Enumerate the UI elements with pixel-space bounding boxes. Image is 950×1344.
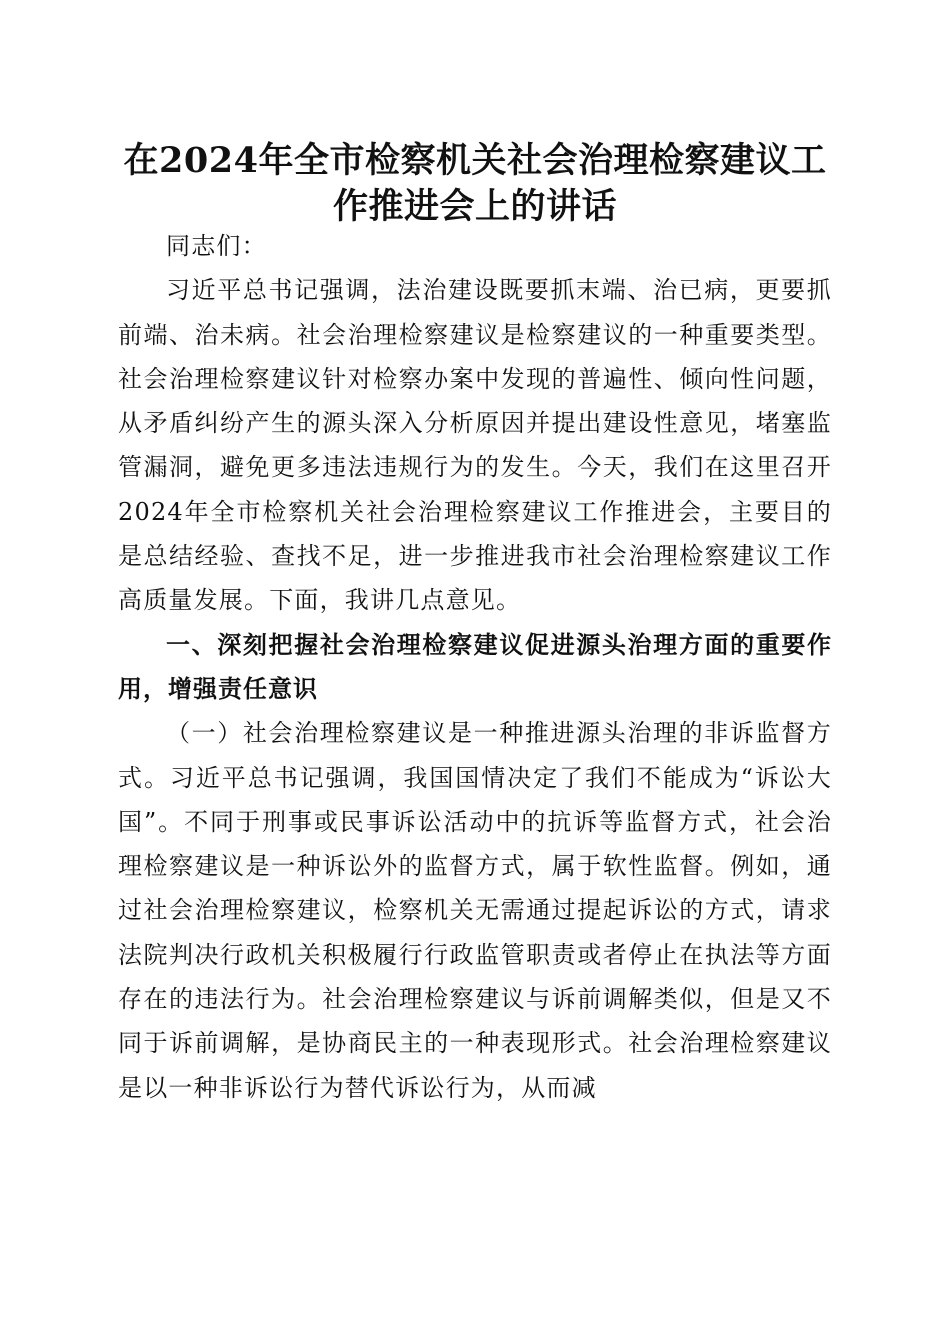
document-title: 在2024年全市检察机关社会治理检察建议工作推进会上的讲话 (123, 140, 827, 227)
document-body (118, 224, 832, 1110)
salutation: 同志们： (166, 232, 267, 260)
subsection-paragraph: （一）社会治理检察建议是一种推进源头治理的非诉监督方式。习近平总书记强调，我国国情决定了我们不能成为“诉讼大国”。不同于刑事或民事诉讼活动中的抗诉等监督方式，社会治理检察建议是一种诉讼外的监督方式，属于软性监督。例如，通过社会治理检察建议，检察机关无需通过提起诉讼的方式，请求法院判决行政机关积极履行行政监管职责或者停止在执法等方面存在的违法行为。社会治理检察建议与诉前调解类似，但是又不同于诉前调解，是协商民主的一种表现形式。社会治理检察建议是以一种非诉讼行为替代诉讼行为，从而减 (118, 719, 832, 1102)
intro-paragraph: 习近平总书记强调，法治建设既要抓末端、治已病，更要抓前端、治未病。社会治理检察建议是检察建议的一种重要类型。社会治理检察建议针对检察办案中发现的普遍性、倾向性问题，从矛盾纠纷产生的源头深入分析原因并提出建设性意见，堵塞监管漏洞，避免更多违法违规行为的发生。今天，我们在这里召开2024年全市检察机关社会治理检察建议工作推进会，主要目的是总结经验、查找不足，进一步推进我市社会治理检察建议工作高质量发展。下面，我讲几点意见。 (118, 276, 832, 615)
section-heading: 一、深刻把握社会治理检察建议促进源头治理方面的重要作用，增强责任意识 (118, 630, 832, 703)
